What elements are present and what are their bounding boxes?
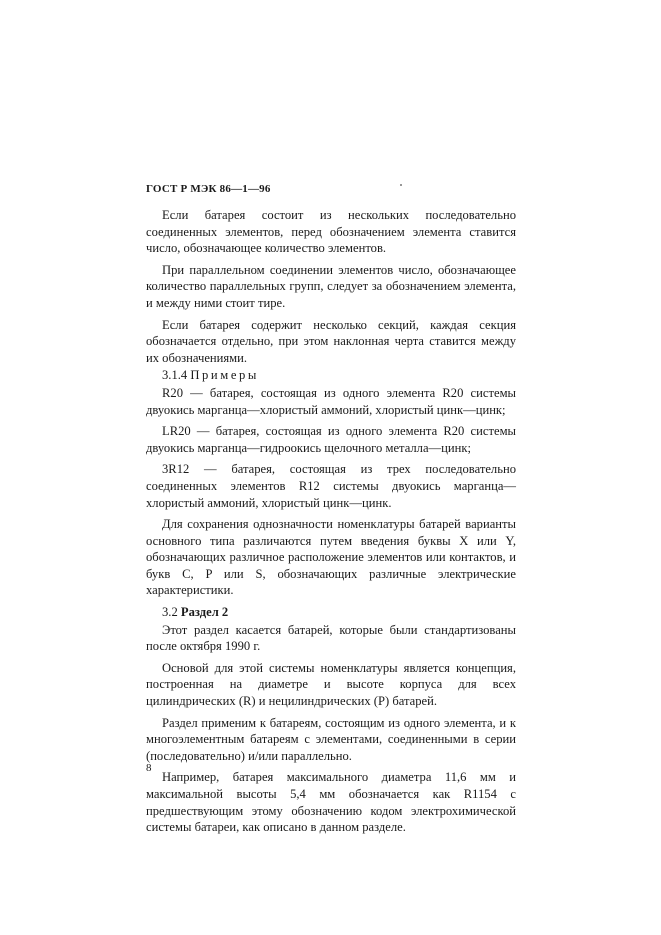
section-title: Раздел 2 (180, 605, 229, 620)
section-number: 3.1.4 (162, 368, 188, 383)
paragraph-parallel-connection: При параллельном соединении элементов число, обозначающее количество параллельных групп, следует за обозначением элемента, и между ними стоит тире. (146, 262, 516, 310)
paragraph-variants: Для сохранения однозначности номенклатуры батарей варианты основного типа различаются путем введения буквы X или Y, обозначающих различное расположение элементов или контактов, и букв C, P или S, обозначающих различные электрические характеристики. (146, 517, 516, 598)
example-r20: R20 — батарея, состоящая из одного элемента R20 системы двуокись марганца—хлористый аммоний, хлористый цинк—цинк; (146, 385, 516, 417)
document-body (146, 207, 516, 841)
document-header: ГОСТ Р МЭК 86—1—96 (146, 183, 271, 195)
example-3r12: 3R12 — батарея, состоящая из трех последовательно соединенных элементов R12 системы двуокись марганца—хлористый аммоний, хлористый цинк—цинк. (146, 462, 516, 510)
paragraph-scope: Этот раздел касается батарей, которые были стандартизованы после октября 1990 г. (146, 622, 516, 654)
scan-speck (400, 184, 402, 186)
paragraph-concept: Основой для этой системы номенклатуры является концепция, построенная на диаметре и высоте корпуса для всех цилиндрических (R) и нецилиндрических (P) батарей. (146, 660, 516, 709)
paragraph-series-connection: Если батарея состоит из нескольких последовательно соединенных элементов, перед обозначением элемента ставится число, обозначающее количество элементов. (146, 208, 516, 256)
section-number: 3.2 (162, 605, 178, 620)
section-heading-examples (146, 367, 516, 384)
paragraph-applicability: Раздел применим к батареям, состоящим из одного элемента, и к многоэлементным батареям с элементами, соединенными в серии (последовательно) и/или параллельно. (146, 715, 516, 763)
section-title: Примеры (190, 368, 259, 383)
paragraph-example-r1154: Например, батарея максимального диаметра 11,6 мм и максимальной высоты 5,4 мм обозначается как R1154 с предшествующим этому обозначению кодом электрохимической системы батареи, как описано в данном разделе. (146, 770, 516, 835)
section-heading-2 (146, 604, 516, 621)
page-number: 8 (146, 762, 152, 774)
example-lr20: LR20 — батарея, состоящая из одного элемента R20 системы двуокись марганца—гидроокись щелочного металла—цинк; (146, 424, 516, 455)
paragraph-sections: Если батарея содержит несколько секций, каждая секция обозначается отдельно, при этом наклонная черта ставится между их обозначениями. (146, 317, 516, 365)
